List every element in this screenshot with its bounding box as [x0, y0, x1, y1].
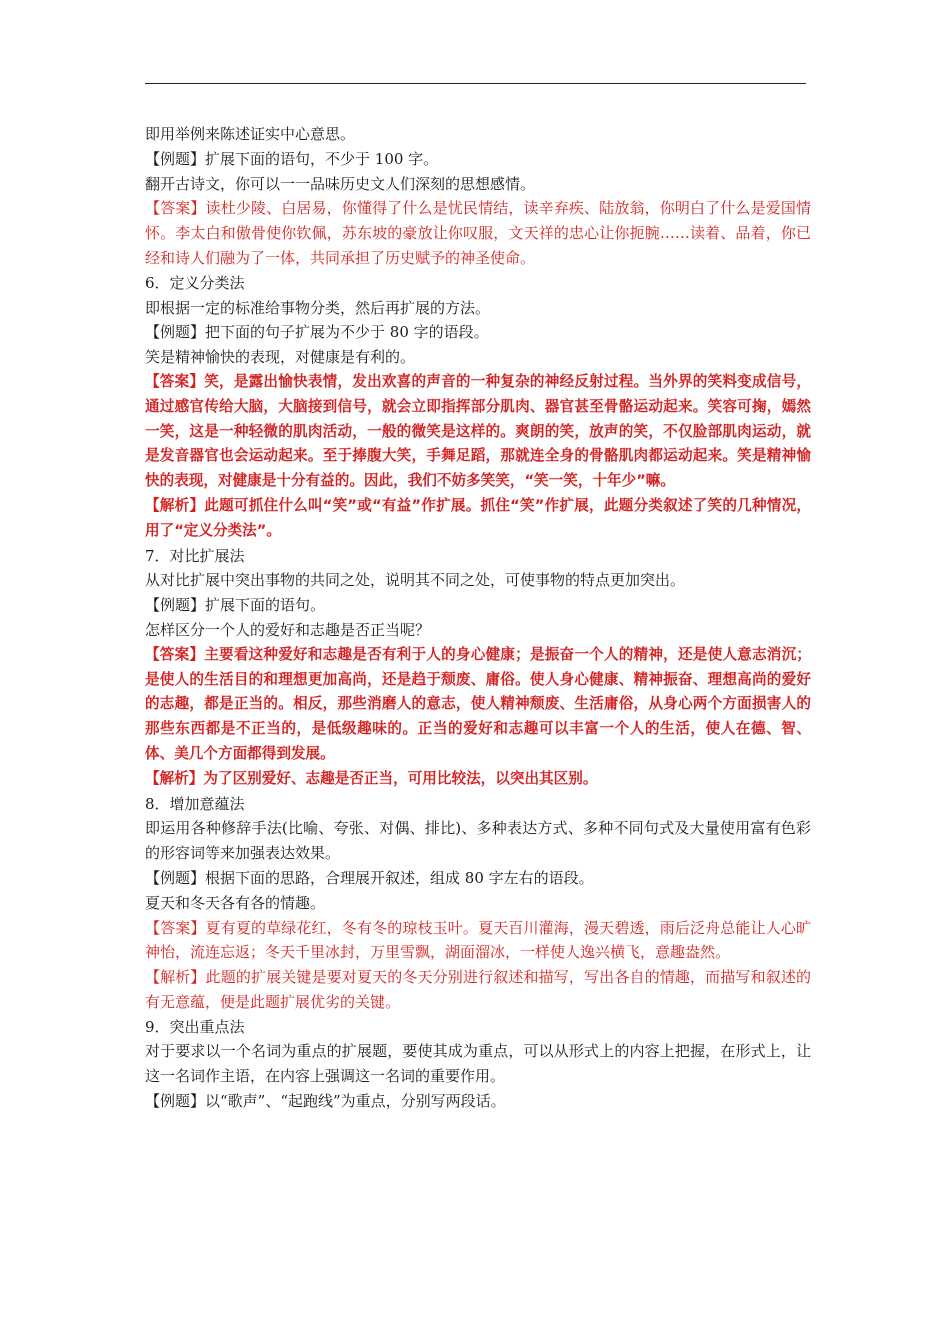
document-body — [145, 122, 811, 1114]
example-prompt: 【例题】扩展下面的语句。 — [145, 596, 326, 615]
answer: 【答案】主要看这种爱好和志趣是否有利于人的身心健康；是振奋一个人的精神，还是使人意志消沉；是使人的生活目的和理想更加高尚，还是趋于颓废、庸俗。使人身心健康、精神振奋、理想高尚的爱好的志趣，都是正当的。相反，那些消磨人的意志，使人精神颓废、生活庸俗，从身心两个方面损害人的那些东西都是不正当的，是低级趣味的。正当的爱好和志趣可以丰富一个人的生活，使人在德、智、体、美几个方面都得到发展。 — [145, 645, 811, 762]
example-prompt: 【例题】扩展下面的语句，不少于 100 字。 — [145, 149, 439, 168]
paragraph: 对于要求以一个名词为重点的扩展题，要使其成为重点，可以从形式上的内容上把握，在形式上，让这一名词作主语，在内容上强调这一名词的重要作用。 — [145, 1042, 811, 1086]
example-prompt: 【例题】把下面的句子扩展为不少于 80 字的语段。 — [145, 323, 489, 342]
section-heading-9: 9．突出重点法 — [145, 1017, 245, 1036]
example-sentence: 笑是精神愉快的表现，对健康是有利的。 — [145, 348, 416, 367]
section-heading-7: 7．对比扩展法 — [145, 546, 245, 565]
example-sentence: 怎样区分一个人的爱好和志趣是否正当呢？ — [145, 620, 431, 639]
example-prompt: 【例题】以“歌声”、“起跑线”为重点，分别写两段话。 — [145, 1092, 506, 1111]
answer: 【答案】笑，是露出愉快表情，发出欢喜的声音的一种复杂的神经反射过程。当外界的笑料变成信号，通过感官传给大脑，大脑接到信号，就会立即指挥部分肌肉、器官甚至骨骼运动起来。笑容可掬，嫣然一笑，这是一种轻微的肌肉活动，一般的微笑是这样的。爽朗的笑，放声的笑，不仅脸部肌肉运动，就是发音器官也会运动起来。至于捧腹大笑，手舞足蹈，那就连全身的骨骼肌肉都运动起来。笑是精神愉快的表现，对健康是十分有益的。因此，我们不妨多笑笑，“笑一笑，十年少”嘛。 — [145, 372, 811, 490]
paragraph: 即运用各种修辞手法(比喻、夸张、对偶、排比)、多种表达方式、多种不同句式及大量使用富有色彩的形容词等来加强表达效果。 — [145, 819, 811, 863]
example-sentence: 夏天和冬天各有各的情趣。 — [145, 893, 326, 912]
analysis: 【解析】为了区别爱好、志趣是否正当，可用比较法，以突出其区别。 — [145, 769, 598, 787]
paragraph: 即根据一定的标准给事物分类，然后再扩展的方法。 — [145, 298, 491, 317]
answer: 【答案】夏有夏的草绿花红，冬有冬的琼枝玉叶。夏天百川灌海，漫天碧透，雨后泛舟总能让人心旷神怡，流连忘返；冬天千里冰封，万里雪飘，湖面溜冰，一样使人逸兴横飞，意趣盎然。 — [145, 918, 811, 962]
example-sentence: 翻开古诗文，你可以一一品味历史文人们深刻的思想感情。 — [145, 174, 536, 193]
paragraph: 即用举例来陈述证实中心意思。 — [145, 125, 356, 143]
analysis: 【解析】此题的扩展关键是要对夏天的冬天分别进行叙述和描写，写出各自的情趣，而描写和叙述的有无意蕴，便是此题扩展优劣的关键。 — [145, 968, 811, 1011]
answer: 【答案】读杜少陵、白居易，你懂得了什么是忧民情结，读辛弃疾、陆放翁，你明白了什么是爱国情怀。李太白和傲骨使你钦佩，苏东坡的豪放让你叹服，文天祥的忠心让你扼腕……读着、品着，你已经和诗人们融为了一体，共同承担了历史赋予的神圣使命。 — [145, 199, 811, 267]
paragraph: 从对比扩展中突出事物的共同之处，说明其不同之处，可使事物的特点更加突出。 — [145, 571, 686, 590]
analysis: 【解析】此题可抓住什么叫“笑”或“有益”作扩展。抓住“笑”作扩展，此题分类叙述了笑的几种情况，用了“定义分类法”。 — [145, 496, 811, 539]
header-rule — [145, 83, 806, 84]
section-heading-8: 8．增加意蕴法 — [145, 794, 245, 813]
section-heading-6: 6．定义分类法 — [145, 273, 245, 292]
example-prompt: 【例题】根据下面的思路，合理展开叙述，组成 80 字左右的语段。 — [145, 868, 594, 887]
